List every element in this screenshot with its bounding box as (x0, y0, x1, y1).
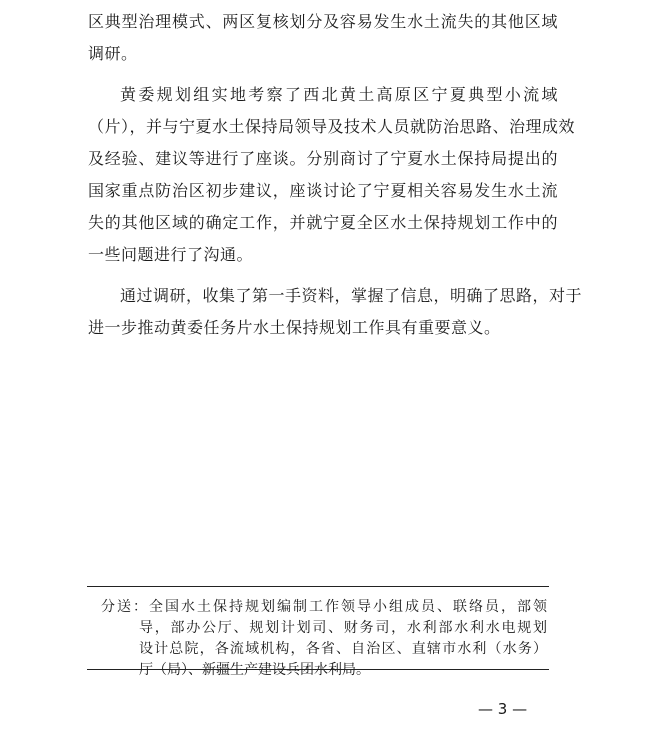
distribution-line-4: 厅（局）、新疆生产建设兵团水利局。 (139, 662, 370, 678)
page-number: — 3 — (478, 700, 528, 718)
para3-line-1: 通过调研，收集了第一手资料，掌握了信息，明确了思路，对于 (120, 286, 583, 305)
para2-line-5: 失的其他区域的确定工作，并就宁夏全区水土保持规划工作中的 (88, 213, 558, 232)
distribution-line-2: 导，部办公厅、规划计划司、财务司，水利部水利水电规划 (139, 620, 547, 636)
para2-line-1: 黄委规划组实地考察了西北黄土高原区宁夏典型小流域 (120, 85, 558, 104)
para1-line-2: 调研。 (88, 44, 138, 63)
distribution-line-3: 设计总院，各流域机构，各省、自治区、直辖市水利（水务） (139, 641, 547, 657)
distribution-line-1: 分送：全国水土保持规划编制工作领导小组成员、联络员，部领 (101, 599, 547, 615)
para2-line-2: （片），并与宁夏水土保持局领导及技术人员就防治思路、治理成效 (88, 117, 576, 136)
para1-line-1: 区典型治理模式、两区复核划分及容易发生水土流失的其他区域 (88, 12, 558, 31)
distribution-bottom-rule (87, 669, 549, 670)
body-text (88, 6, 583, 344)
para3-line-2: 进一步推动黄委任务片水土保持规划工作具有重要意义。 (88, 318, 501, 337)
para2-line-6: 一些问题进行了沟通。 (88, 245, 254, 264)
distribution-top-rule (87, 586, 549, 587)
para2-line-4: 国家重点防治区初步建议，座谈讨论了宁夏相关容易发生水土流 (88, 181, 558, 200)
para2-line-3: 及经验、建议等进行了座谈。分别商讨了宁夏水土保持局提出的 (88, 149, 558, 168)
